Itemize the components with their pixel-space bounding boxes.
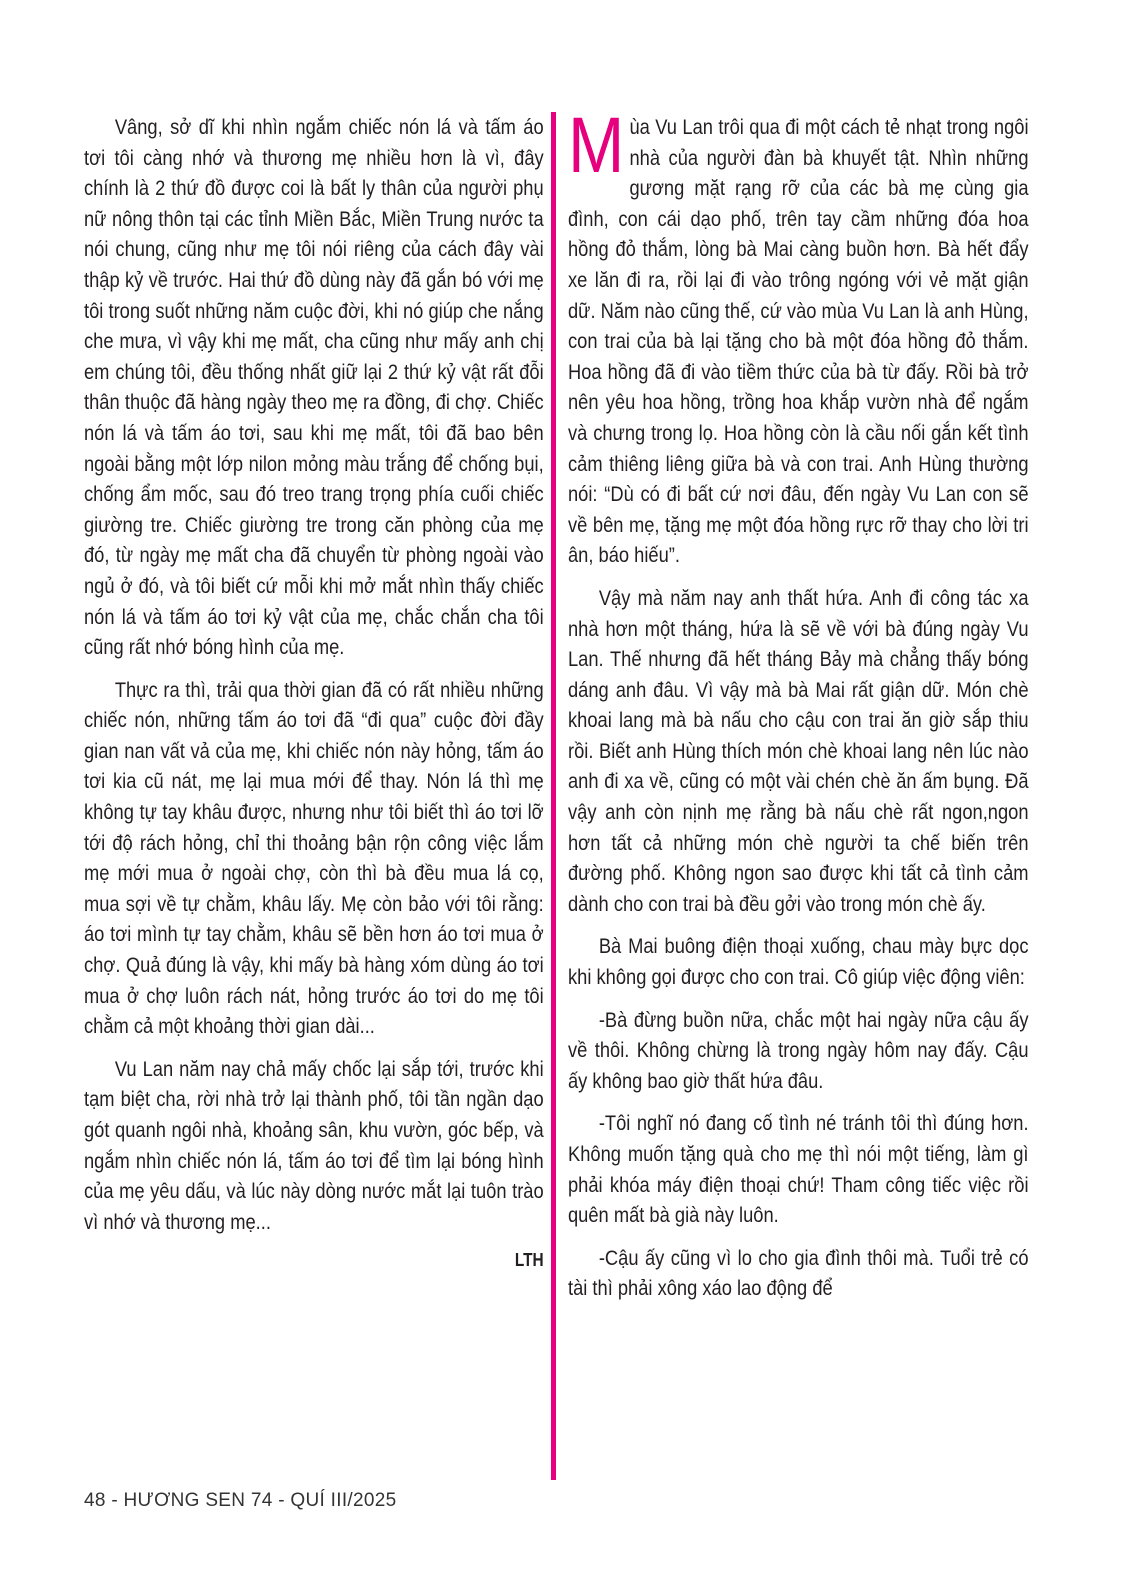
- paragraph: Bà Mai buông điện thoại xuống, chau mày bực dọc khi không gọi được cho con trai. Cô giúp việc động viên:: [568, 934, 1029, 990]
- author-signature: LTH: [514, 1250, 544, 1271]
- opening-paragraph: [568, 100, 1029, 571]
- paragraph: Vu Lan năm nay chả mấy chốc lại sắp tới, trước khi tạm biệt cha, rời nhà trở lại thành phố, tôi tần ngần dạo gót quanh ngôi nhà, khoảng sân, khu vườn, góc bếp, và ngắm nhìn chiếc nón lá, tấm áo tơi để tìm lại bóng hình của mẹ yêu dấu, và lúc này dòng nước mắt lại tuôn trào vì nhớ và thương mẹ...: [84, 1056, 544, 1234]
- dialogue-paragraph: -Tôi nghĩ nó đang cố tình né tránh tôi thì đúng hơn. Không muốn tặng quà cho mẹ thì nói một tiếng, làm gì phải khóa máy điện thoại chứ! Tham công tiếc việc rồi quên mất bà già này luôn.: [568, 1111, 1029, 1228]
- paragraph: Thực ra thì, trải qua thời gian đã có rất nhiều những chiếc nón, những tấm áo tơi đã “đi qua” cuộc đời đầy gian nan vất vả của mẹ, khi chiếc nón này hỏng, tấm áo tơi kia cũ nát, mẹ lại mua mới để thay. Nón lá thì mẹ không tự tay khâu được, nhưng như tôi biết thì áo tơi lỡ tới độ rách hỏng, chỉ thi thoảng bận rộn công việc lắm mẹ mới mua ở ngoài chợ, còn thì bà đều mua lá cọ, mua sợi về tự chằm, khâu lấy. Mẹ còn bảo với tôi rằng: áo tơi mình tự tay chằm, khâu sẽ bền hơn áo tơi mua ở chợ. Quả đúng là vậy, khi mấy bà hàng xóm dùng áo tơi mua ở chợ luôn rách nát, hỏng trước áo tơi do mẹ tôi chằm cả một khoảng thời gian dài...: [84, 677, 544, 1039]
- dialogue-paragraph: -Cậu ấy cũng vì lo cho gia đình thôi mà. Tuổi trẻ có tài thì phải xông xáo lao động để: [568, 1245, 1029, 1301]
- page-footer: 48 - HƯƠNG SEN 74 - QUÍ III/2025: [84, 1490, 397, 1511]
- paragraph: Vâng, sở dĩ khi nhìn ngắm chiếc nón lá và tấm áo tơi tôi càng nhớ và thương mẹ nhiều hơn là vì, đây chính là 2 thứ đồ được coi là bất ly thân của người phụ nữ nông thôn tại các tỉnh Miền Bắc, Miền Trung nước ta nói chung, cũng như mẹ tôi nói riêng của cách đây vài thập kỷ về trước. Hai thứ đồ dùng này đã gắn bó với mẹ tôi trong suốt những năm cuộc đời, khi nó giúp che nắng che mưa, vì vậy khi mẹ mất, cha cũng như mấy anh chị em chúng tôi, đều thống nhất giữ lại 2 thứ kỷ vật rất đỗi thân thuộc đã hàng ngày theo mẹ ra đồng, đi chợ. Chiếc nón lá và tấm áo tơi, sau khi mẹ mất, tôi đã bao bên ngoài bằng một lớp nilon mỏng màu trắng để chống bụi, chống ẩm mốc, sau đó treo trang trọng phía cuối chiếc giường tre. Chiếc giường tre trong căn phòng của mẹ đó, từ ngày mẹ mất cha đã chuyển từ phòng ngoài vào ngủ ở đó, và tôi biết cứ mỗi khi mở mắt nhìn thấy chiếc nón lá và tấm áo tơi kỷ vật của mẹ, chắc chắn cha tôi cũng rất nhớ bóng hình của mẹ.: [84, 115, 544, 660]
- drop-cap: M: [568, 100, 625, 189]
- right-column: [568, 100, 1029, 1316]
- opening-text: ùa Vu Lan trôi qua đi một cách tẻ nhạt trong ngôi nhà của người đàn bà khuyết tật. Nhìn những gương mặt rạng rỡ của các bà mẹ cùng gia đình, con cái dạo phố, trên tay cầm những đóa hoa hồng đỏ thắm, lòng bà Mai càng buồn hơn. Bà hết đẩy xe lăn đi ra, rồi lại đi vào trông ngóng với vẻ mặt giận dữ. Năm nào cũng thế, cứ vào mùa Vu Lan là anh Hùng, con trai của bà lại tặng cho bà một đóa hồng đỏ thắm. Hoa hồng đã đi vào tiềm thức của bà từ đấy. Rồi bà trở nên yêu hoa hồng, trồng hoa khắp vườn nhà để ngắm và chưng trong lọ. Hoa hồng còn là cầu nối gắn kết tình cảm thiêng liêng giữa bà và con trai. Anh Hùng thường nói: “Dù có đi bất cứ nơi đâu, đến ngày Vu Lan con sẽ về bên mẹ, tặng mẹ một đóa hồng rực rỡ thay cho lời tri ân, báo hiếu”.: [568, 115, 1029, 568]
- left-column: [84, 112, 544, 1276]
- dialogue-paragraph: -Bà đừng buồn nữa, chắc một hai ngày nữa cậu ấy về thôi. Không chừng là trong ngày hôm nay đấy. Cậu ấy không bao giờ thất hứa đâu.: [568, 1007, 1029, 1093]
- paragraph: Vậy mà năm nay anh thất hứa. Anh đi công tác xa nhà hơn một tháng, hứa là sẽ về với bà đúng ngày Vu Lan. Thế nhưng đã hết tháng Bảy mà chẳng thấy bóng dáng anh đâu. Vì vậy mà bà Mai rất giận dữ. Món chè khoai lang mà bà nấu cho cậu con trai ăn giờ sắp thiu rồi. Biết anh Hùng thích món chè khoai lang nên lúc nào anh đi xa về, cũng có một vài chén chè ăn ấm bụng. Đã vậy anh còn nịnh mẹ rằng bà nấu chè rất ngon,ngon hơn tất cả những món chè người ta chế biến trên đường phố. Không ngon sao được khi tất cả tình cảm dành cho con trai bà đều gởi vào trong món chè ấy.: [568, 585, 1029, 916]
- column-divider: [551, 112, 556, 1480]
